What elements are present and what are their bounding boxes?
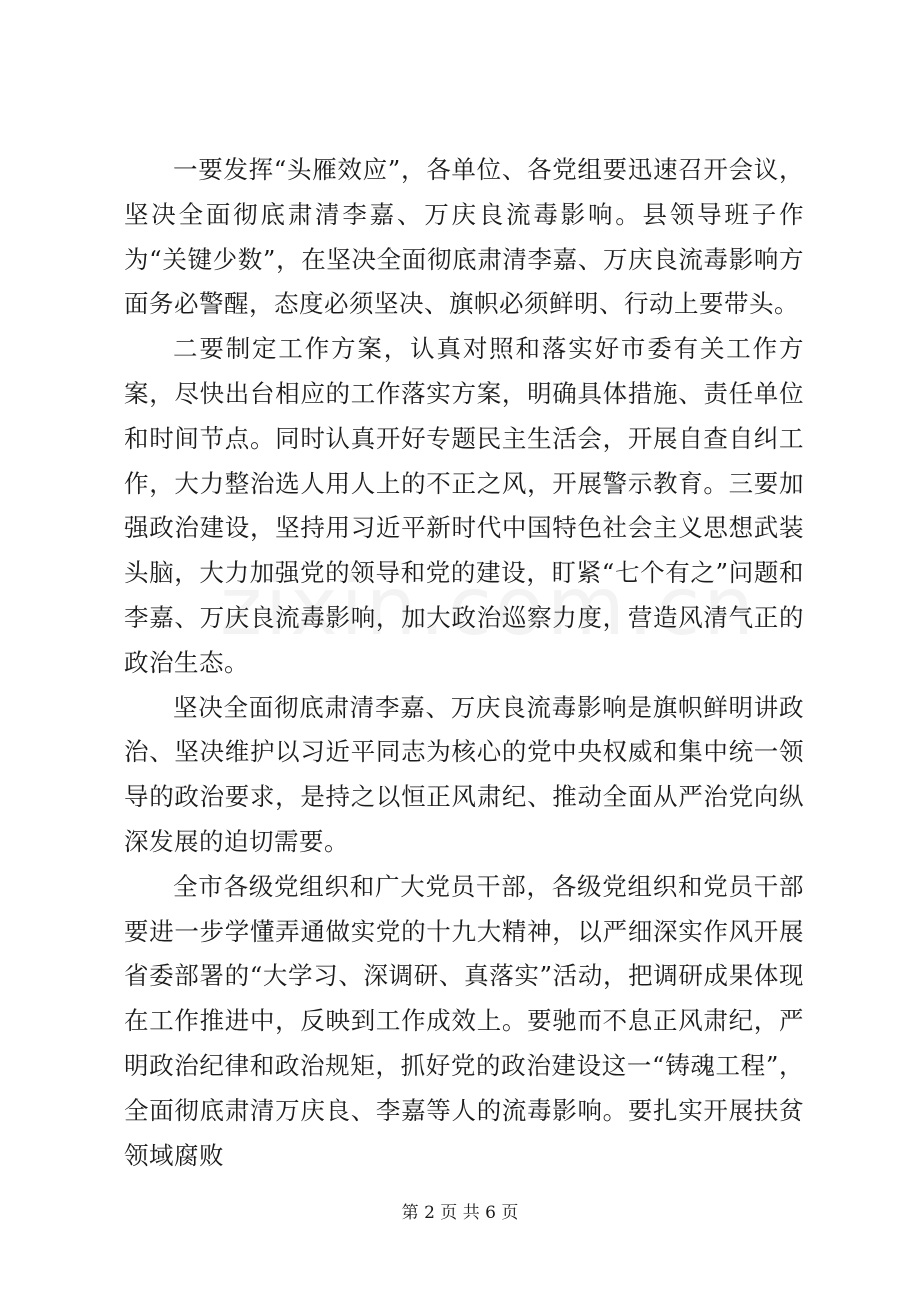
document-body (124, 148, 804, 1178)
paragraph-1: 一要发挥“头雁效应”，各单位、各党组要迅速召开会议，坚决全面彻底肃清李嘉、万庆良流毒影响。县领导班子作为“关键少数”，在坚决全面彻底肃清李嘉、万庆良流毒影响方面务必警醒，态度必须坚决、旗帜必须鲜明、行动上要带头。 (124, 155, 804, 319)
paragraph-3: 坚决全面彻底肃清李嘉、万庆良流毒影响是旗帜鲜明讲政治、坚决维护以习近平同志为核心的党中央权威和集中统一领导的政治要求，是持之以恒正风肃纪、推动全面从严治党向纵深发展的迫切需要。 (124, 692, 804, 856)
page-footer: 第 2 页 共 6 页 (401, 1203, 519, 1223)
paragraph-4: 全市各级党组织和广大党员干部，各级党组织和党员干部要进一步学懂弄通做实党的十九大精神，以严细深实作风开展省委部署的“大学习、深调研、真落实”活动，把调研成果体现在工作推进中，反映到工作成效上。要驰而不息正风肃纪，严明政治纪律和政治规矩，抓好党的政治建设这一“铸魂工程”，全面彻底肃清万庆良、李嘉等人的流毒影响。要扎实开展扶贫领域腐败 (124, 871, 804, 1170)
paragraph-2: 二要制定工作方案，认真对照和落实好市委有关工作方案，尽快出台相应的工作落实方案，明确具体措施、责任单位和时间节点。同时认真开好专题民主生活会，开展自查自纠工作，大力整治选人用人上的不正之风，开展警示教育。三要加强政治建设，坚持用习近平新时代中国特色社会主义思想武装头脑，大力加强党的领导和党的建设，盯紧“七个有之”问题和李嘉、万庆良流毒影响，加大政治巡察力度，营造风清气正的政治生态。 (124, 334, 804, 677)
